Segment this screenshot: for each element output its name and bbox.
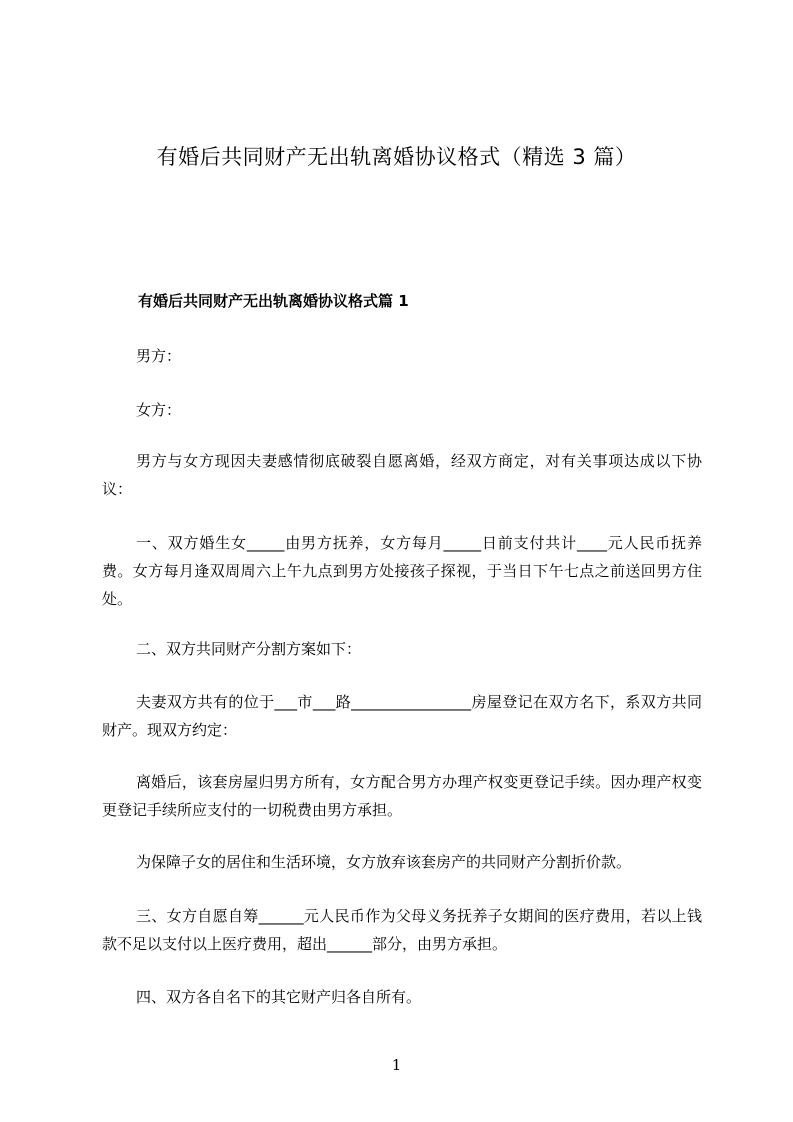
paragraph-clause-1: 一、双方婚生女_____由男方抚养，女方每月_____日前支付共计____元人民币抚养费。女方每月逢双周周六上午九点到男方处接孩子探视，于当日下午七点之前送回男方住处。 <box>102 534 702 608</box>
paragraph-female-party: 女方： <box>136 401 182 419</box>
paragraph-property-location: 夫妻双方共有的位于___市___路________________房屋登记在双方名下，系双方共同财产。现双方约定： <box>102 693 702 739</box>
paragraph-waiver: 为保障子女的居住和生活环境，女方放弃该套房产的共同财产分割折价款。 <box>136 853 632 871</box>
paragraph-clause-3: 三、女方自愿自筹______元人民币作为父母义务抚养子女期间的医疗费用，若以上钱款不足以支付以上医疗费用，超出______部分，由男方承担。 <box>102 907 702 953</box>
paragraph-clause-4: 四、双方各自名下的其它财产归各自所有。 <box>136 988 422 1006</box>
paragraph-male-party: 男方： <box>136 347 182 365</box>
paragraph-preamble: 男方与女方现因夫妻感情彻底破裂自愿离婚，经双方商定，对有关事项达成以下协议： <box>102 452 702 498</box>
section-heading: 有婚后共同财产无出轨离婚协议格式篇 1 <box>138 292 409 310</box>
paragraph-property-ownership: 离婚后，该套房屋归男方所有，女方配合男方办理产权变更登记手续。因办理产权变更登记手续所应支付的一切税费由男方承担。 <box>102 773 702 819</box>
page-number: 1 <box>391 1056 402 1074</box>
paragraph-clause-2: 二、双方共同财产分割方案如下： <box>136 640 362 658</box>
document-title: 有婚后共同财产无出轨离婚协议格式（精选 3 篇） <box>156 145 637 169</box>
